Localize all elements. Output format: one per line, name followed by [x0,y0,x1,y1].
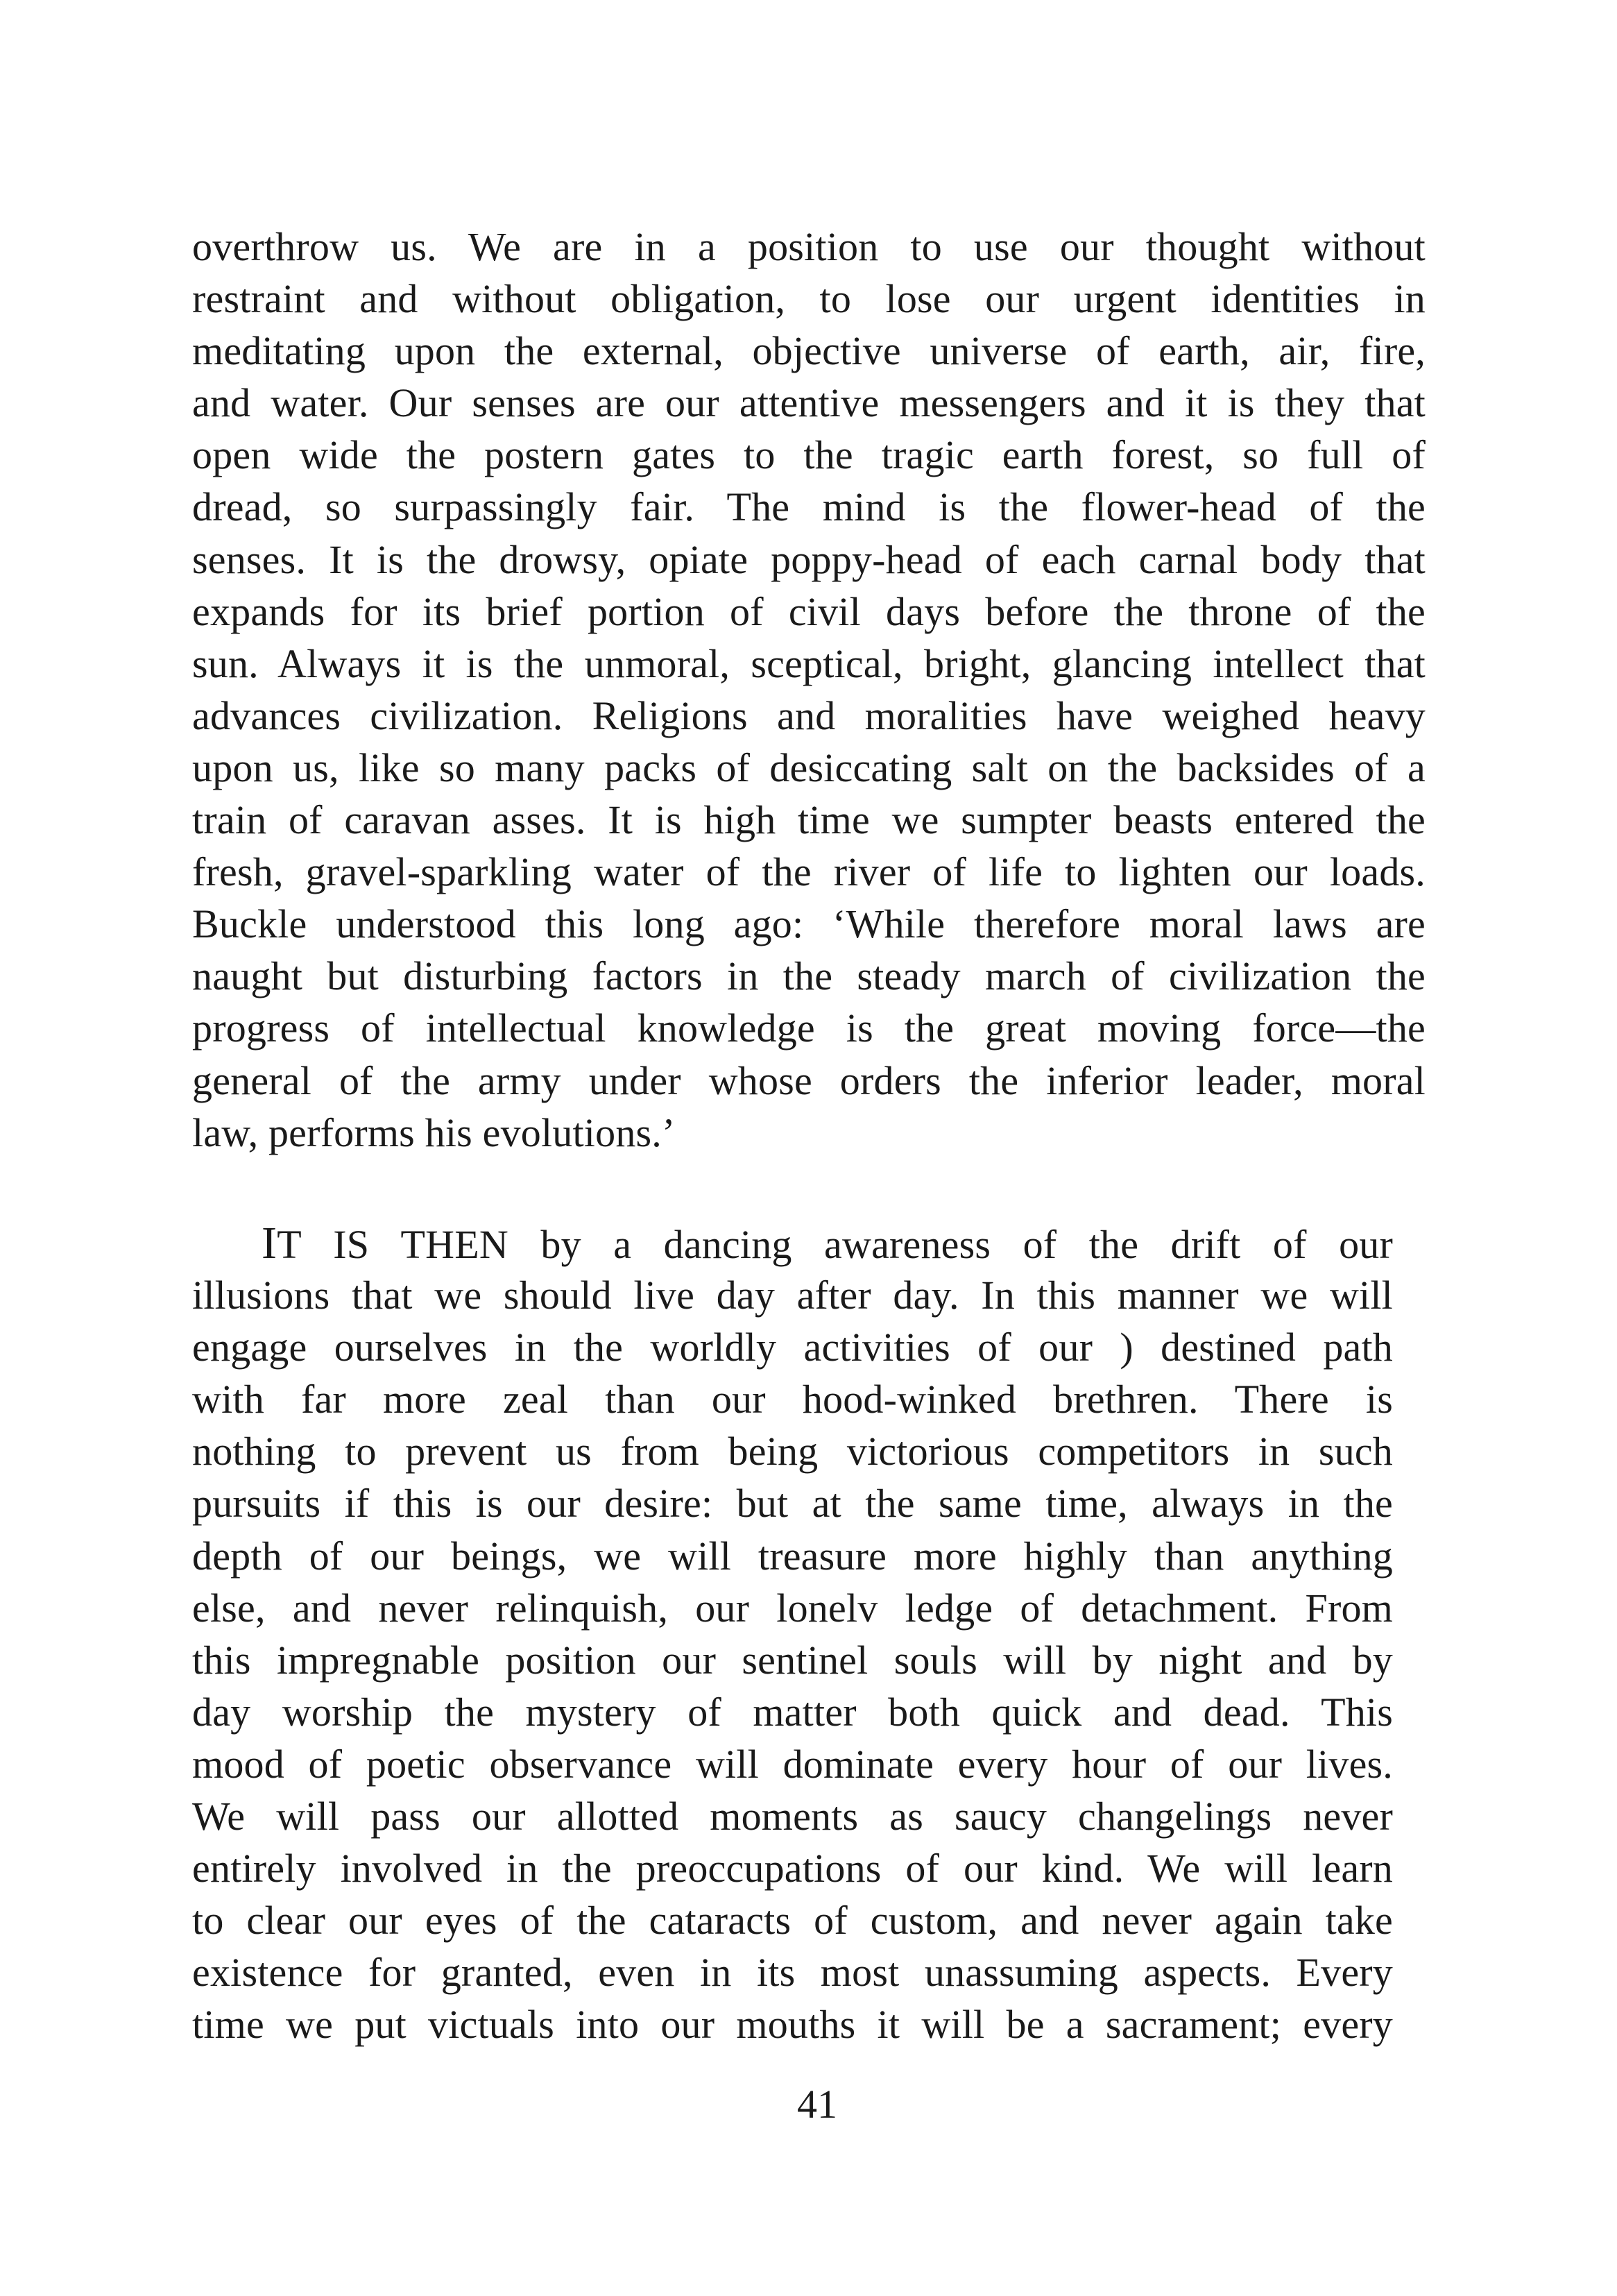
opening-line [192,1217,1393,1269]
text-line: advances civilization. Religions and moralities have weighed heavy [192,692,1426,738]
text-line: day worship the mystery of matter both quick and dead. This [192,1689,1393,1735]
opening-caps: T IS THEN [277,1222,508,1267]
text-line: senses. It is the drowsy, opiate poppy-head of each carnal body that [192,536,1426,582]
text-line: progress of intellectual knowledge is the great moving force—the [192,1005,1426,1051]
text-line: mood of poetic observance will dominate every hour of our lives. [192,1741,1393,1787]
text-line: existence for granted, even in its most unassuming aspects. Every [192,1950,1393,1996]
text-line-last: law, performs his evolutions.’ [192,1109,676,1155]
text-line: to clear our eyes of the cataracts of custom, and never again take [192,1898,1393,1944]
paragraph-1 [192,221,1426,1159]
text-line: entirely involved in the preoccupations of our kind. We will learn [192,1846,1393,1891]
text-line: general of the army under whose orders the inferior leader, moral [192,1057,1426,1103]
text-line: fresh, gravel-sparkling water of the river of life to lighten our loads. [192,849,1426,895]
text-line: engage ourselves in the worldly activities of our ) destined path [192,1325,1393,1370]
text-line: overthrow us. We are in a position to use our thought without [192,224,1426,269]
text-line: Buckle understood this long ago: ‘While therefore moral laws are [192,901,1426,947]
text-line: nothing to prevent us from being victorious competitors in such [192,1429,1393,1474]
text-line: naught but disturbing factors in the steady march of civilization the [192,953,1426,999]
text-line: this impregnable position our sentinel souls will by night and by [192,1637,1393,1683]
text-line: open wide the postern gates to the tragic earth forest, so full of [192,432,1426,478]
text-line: time we put victuals into our mouths it will be a sacrament; every [192,2002,1393,2048]
text-line: depth of our beings, we will treasure more highly than anything [192,1533,1393,1579]
text-line: upon us, like so many packs of desiccating salt on the backsides of a [192,745,1426,790]
text-line: dread, so surpassingly fair. The mind is the flower-head of the [192,484,1426,530]
text-line: with far more zeal than our hood-winked brethren. There is [192,1377,1393,1422]
text-line: illusions that we should live day after day. In this manner we will [192,1273,1393,1318]
text-line: pursuits if this is our desire: but at the same time, always in the [192,1481,1393,1527]
text-line: restraint and without obligation, to lose our urgent identities in [192,276,1426,322]
text-line: We will pass our allotted moments as saucy changelings never [192,1794,1393,1839]
opening-rest: by a dancing awareness of the drift of our [508,1222,1393,1267]
large-initial: I [262,1218,277,1268]
text-line: train of caravan asses. It is high time we sumpter beasts entered the [192,797,1426,843]
paragraph-2 [192,1217,1393,2051]
text-line: sun. Always it is the unmoral, sceptical, bright, glancing intellect that [192,640,1426,686]
text-line: else, and never relinquish, our lonelv ledge of detachment. From [192,1585,1393,1631]
page-number: 41 [797,2082,837,2127]
text-line: expands for its brief portion of civil days before the throne of the [192,588,1426,634]
text-line: and water. Our senses are our attentive messengers and it is they that [192,380,1426,426]
text-line: meditating upon the external, objective universe of earth, air, fire, [192,328,1426,374]
